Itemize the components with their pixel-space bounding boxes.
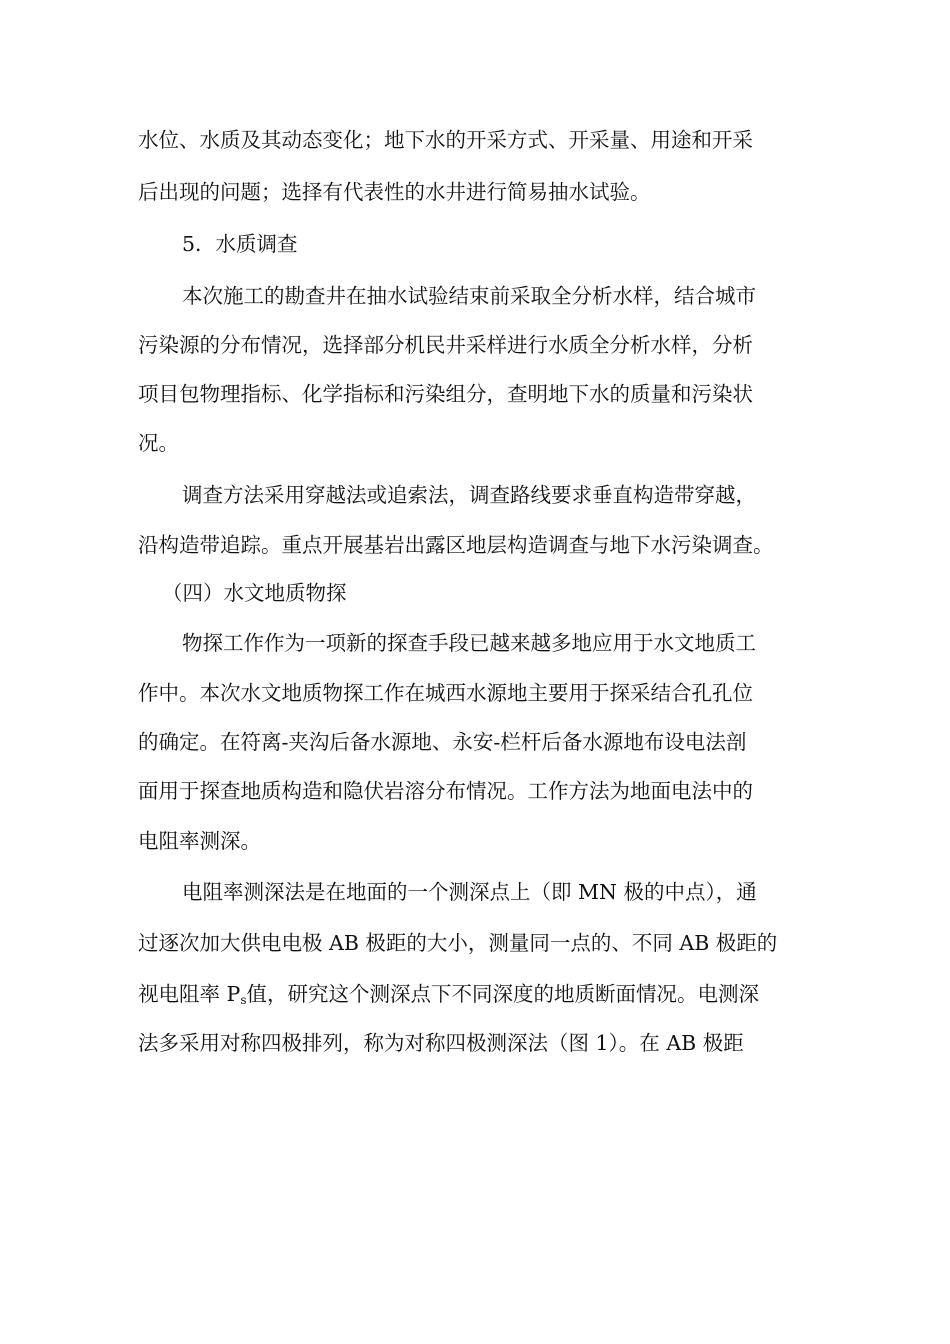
paragraph-line: 污染源的分布情况，选择部分机民井采样进行水质全分析水样，分析 xyxy=(138,333,753,357)
paragraph-line: 后出现的问题；选择有代表性的水井进行简易抽水试验。 xyxy=(138,180,651,204)
paragraph-line: 的确定。在符离-夹沟后备水源地、永安-栏杆后备水源地布设电法剖 xyxy=(138,730,747,754)
paragraph-line-with-subscript xyxy=(138,979,759,1009)
paragraph-line: 电阻率测深法是在地面的一个测深点上（即 MN 极的中点），通 xyxy=(182,880,757,904)
paragraph-line: 电阻率测深。 xyxy=(138,829,261,853)
section-heading: 5．水质调查 xyxy=(182,232,298,256)
section-heading: （四）水文地质物探 xyxy=(162,581,347,605)
paragraph-line: 面用于探查地质构造和隐伏岩溶分布情况。工作方法为地面电法中的 xyxy=(138,779,753,803)
paragraph-line: 调查方法采用穿越法或追索法，调查路线要求垂直构造带穿越， xyxy=(182,483,756,507)
paragraph-line: 法多采用对称四极排列，称为对称四极测深法（图 1）。在 AB 极距 xyxy=(138,1031,744,1055)
paragraph-line: 本次施工的勘查井在抽水试验结束前采取全分析水样，结合城市 xyxy=(182,284,756,308)
paragraph-line: 作中。本次水文地质物探工作在城西水源地主要用于探采结合孔孔位 xyxy=(138,681,753,705)
paragraph-line: 物探工作作为一项新的探查手段已越来越多地应用于水文地质工 xyxy=(182,631,756,655)
paragraph-line: 况。 xyxy=(138,431,179,455)
subscript: s xyxy=(240,993,247,1007)
text-segment: 值，研究这个测深点下不同深度的地质断面情况。电测深 xyxy=(246,982,759,1006)
paragraph-line: 沿构造带追踪。重点开展基岩出露区地层构造调查与地下水污染调查。 xyxy=(138,533,774,557)
paragraph-line: 项目包物理指标、化学指标和污染组分，查明地下水的质量和污染状 xyxy=(138,382,753,406)
paragraph-line: 过逐次加大供电电极 AB 极距的大小，测量同一点的、不同 AB 极距的 xyxy=(138,931,778,955)
text-segment: 视电阻率 P xyxy=(138,982,241,1006)
paragraph-line: 水位、水质及其动态变化；地下水的开采方式、开采量、用途和开采 xyxy=(138,128,753,152)
